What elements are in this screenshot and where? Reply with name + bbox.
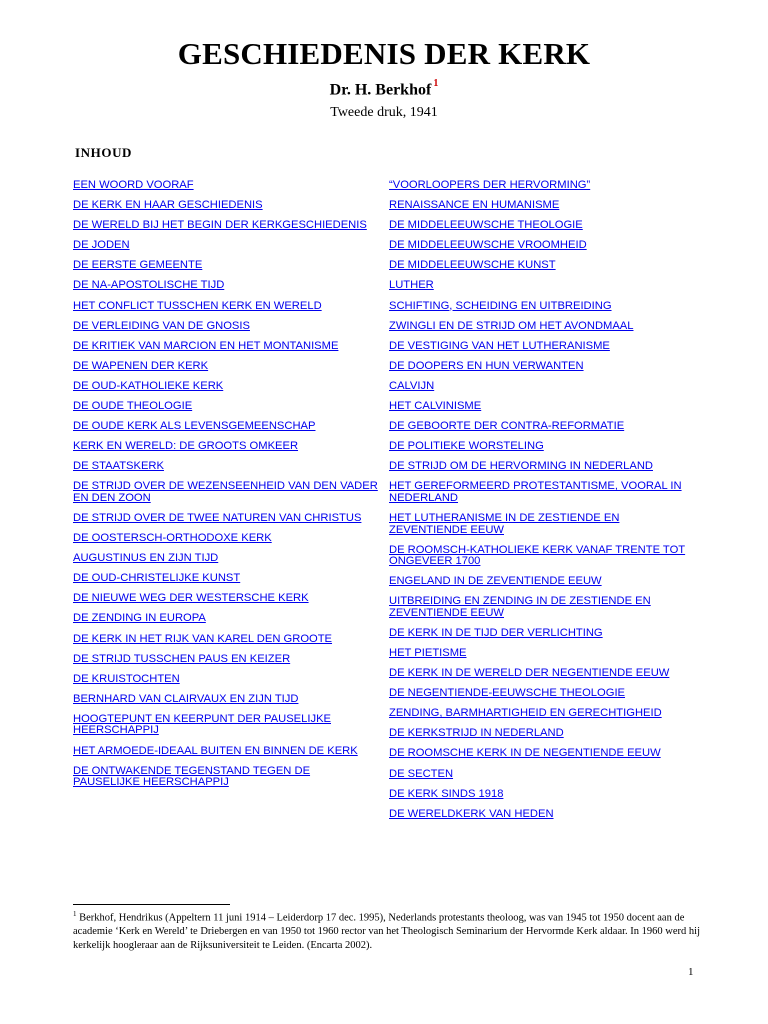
toc-link[interactable]: DE JODEN [73,239,130,252]
toc-link[interactable]: “VOORLOOPERS DER HERVORMING” [389,179,591,191]
toc-link[interactable]: DE KERK SINDS 1918 [389,787,504,800]
toc-link[interactable]: HET PIETISME [389,646,467,659]
toc-link[interactable]: DE NIEUWE WEG DER WESTERSCHE KERK [73,592,309,605]
toc-link[interactable]: ZENDING, BARMHARTIGHEID EN GERECHTIGHEID [389,707,662,720]
toc-link[interactable]: UITBREIDING EN ZENDING IN DE ZESTIENDE EN ZEVENTIENDE EEUW [389,595,651,619]
toc-link[interactable]: DE WAPENEN DER KERK [73,359,209,372]
toc-link[interactable]: DE SECTEN [389,767,454,780]
toc-link[interactable]: ZWINGLI EN DE STRIJD OM HET AVONDMAAL [389,319,634,332]
footnote-text: Berkhof, Hendrikus (Appeltern 11 juni 1914 – Leiderdorp 17 dec. 1995), Nederlands protestants theoloog, was van 1945 tot 1950 docent aan de academie ‘Kerk en Wereld’ te Driebergen en van 1950 tot 1960 rector van het Theologisch Seminarium der Hervormde Kerk aldaar. In 1960 werd hij kerkelijk hoogleraar aan de Rijksuniversiteit te Leiden. (Encarta 2002). [73,912,700,951]
toc-link[interactable]: HET ARMOEDE-IDEAAL BUITEN EN BINNEN DE KERK [73,744,358,757]
toc-link[interactable]: DE WERELDKERK VAN HEDEN [389,807,554,820]
toc-link[interactable]: DE POLITIEKE WORSTELING [389,440,544,453]
toc-link[interactable]: DE GEBOORTE DER CONTRA-REFORMATIE [389,420,625,433]
toc-link[interactable]: SCHIFTING, SCHEIDING EN UITBREIDING [389,299,612,312]
toc-column-right [389,180,699,829]
edition-line: Tweede druk, 1941 [330,105,438,120]
toc-link[interactable]: DE KERK IN DE WERELD DER NEGENTIENDE EEUW [389,667,670,680]
toc-link[interactable]: DE ROOMSCH-KATHOLIEKE KERK VANAF TRENTE TOT ONGEVEER 1700 [389,543,686,568]
toc-link[interactable]: DE STRIJD TUSSCHEN PAUS EN KEIZER [73,652,291,665]
footnote-divider [73,904,230,905]
author-name: Dr. H. Berkhof [329,81,432,99]
toc-link[interactable]: EEN WOORD VOORAF [73,179,194,191]
page-number: 1 [688,966,694,978]
toc-link[interactable]: HOOGTEPUNT EN KEERPUNT DER PAUSELIJKE HEERSCHAPPIJ [73,712,331,737]
toc-link[interactable]: DE MIDDELEEUWSCHE THEOLOGIE [389,219,583,232]
toc-link[interactable]: DE STRIJD OM DE HERVORMING IN NEDERLAND [389,460,653,473]
document-title: GESCHIEDENIS DER KERK [177,36,591,71]
toc-link[interactable]: CALVIJN [389,379,435,392]
toc-link[interactable]: DE ROOMSCHE KERK IN DE NEGENTIENDE EEUW [389,747,661,760]
toc-link[interactable]: AUGUSTINUS EN ZIJN TIJD [73,552,219,565]
toc-link[interactable]: DE KERKSTRIJD IN NEDERLAND [389,727,564,740]
footnote-mark: 1 [73,910,77,918]
toc-link[interactable]: DE KRITIEK VAN MARCION EN HET MONTANISME [73,339,339,352]
toc-link[interactable]: BERNHARD VAN CLAIRVAUX EN ZIJN TIJD [73,692,299,705]
toc-link[interactable]: DE MIDDELEEUWSCHE KUNST [389,259,556,272]
toc-link[interactable]: ENGELAND IN DE ZEVENTIENDE EEUW [389,575,602,588]
toc-link[interactable]: DE STRIJD OVER DE TWEE NATUREN VAN CHRISTUS [73,512,362,524]
toc-link[interactable]: DE MIDDELEEUWSCHE VROOMHEID [389,239,587,252]
toc-link[interactable]: DE STAATSKERK [73,460,164,473]
toc-link[interactable]: HET CALVINISME [389,400,482,413]
toc-link[interactable]: DE NEGENTIENDE-EEUWSCHE THEOLOGIE [389,687,626,700]
toc-link[interactable]: DE KERK IN HET RIJK VAN KAREL DEN GROOTE [73,632,333,645]
toc-link[interactable]: DE EERSTE GEMEENTE [73,259,203,272]
toc-link[interactable]: DE NA-APOSTOLISCHE TIJD [73,279,225,292]
author-line [0,80,768,99]
toc-link[interactable]: DE KERK EN HAAR GESCHIEDENIS [73,199,263,212]
toc-link[interactable]: DE STRIJD OVER DE WEZENSEENHEID VAN DEN VADER EN DEN ZOON [73,480,378,504]
toc-link[interactable]: LUTHER [389,279,434,292]
toc-link[interactable]: HET CONFLICT TUSSCHEN KERK EN WERELD [73,299,322,312]
toc-heading: INHOUD [75,145,133,160]
toc-link[interactable]: DE WERELD BIJ HET BEGIN DER KERKGESCHIEDENIS [73,219,367,232]
toc-link[interactable]: DE ONTWAKENDE TEGENSTAND TEGEN DE PAUSELIJKE HEERSCHAPPIJ [73,764,311,789]
toc-column-left [73,180,378,797]
toc-link[interactable]: HET LUTHERANISME IN DE ZESTIENDE EN ZEVENTIENDE EEUW [389,512,620,536]
footnote-reference[interactable]: 1 [433,78,439,89]
toc-link[interactable]: DE OUD-KATHOLIEKE KERK [73,379,224,392]
toc-link[interactable]: DE ZENDING IN EUROPA [73,612,206,625]
toc-link[interactable]: DE VERLEIDING VAN DE GNOSIS [73,319,250,332]
toc-link[interactable]: KERK EN WERELD: DE GROOTS OMKEER [73,440,299,453]
toc-link[interactable]: DE OOSTERSCH-ORTHODOXE KERK [73,532,272,545]
toc-link[interactable]: DE VESTIGING VAN HET LUTHERANISME [389,339,610,352]
toc-link[interactable]: HET GEREFORMEERD PROTESTANTISME, VOORAL IN NEDERLAND [389,480,682,504]
toc-link[interactable]: DE KERK IN DE TIJD DER VERLICHTING [389,626,603,639]
toc-link[interactable]: DE OUDE THEOLOGIE [73,400,193,413]
footnote [73,908,703,952]
toc-link[interactable]: DE OUDE KERK ALS LEVENSGEMEENSCHAP [73,420,316,433]
toc-link[interactable]: DE KRUISTOCHTEN [73,672,180,685]
toc-link[interactable]: RENAISSANCE EN HUMANISME [389,199,560,212]
toc-link[interactable]: DE OUD-CHRISTELIJKE KUNST [73,572,241,585]
toc-link[interactable]: DE DOOPERS EN HUN VERWANTEN [389,359,584,372]
